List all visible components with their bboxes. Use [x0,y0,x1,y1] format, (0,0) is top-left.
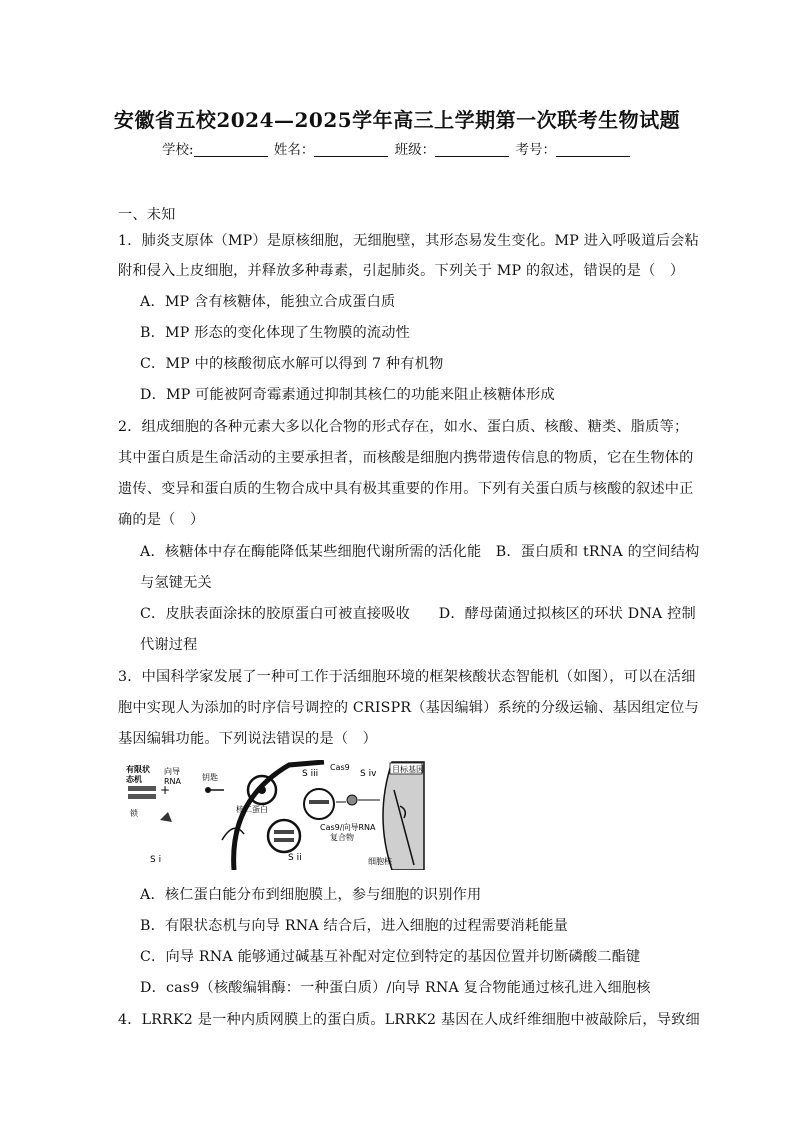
label-guide-rna: 向导 [164,767,180,776]
school-label: 学校: [162,142,194,158]
label-fsm-2: 态机 [126,775,142,784]
q1-stem-line-1: 1．肺炎支原体（MP）是原核细胞，无细胞壁，其形态易发生变化。MP 进入呼吸道后会粘 [118,233,699,249]
state-machine-icon [128,786,156,791]
q3-stem-line-1: 3．中国科学家发展了一种可工作于活细胞环境的框架核酸状态智能机（如图），可以在活细 [118,669,696,685]
q1-option-a: A．MP 含有核糖体，能独立合成蛋白质 [140,294,396,310]
label-s3: S iii [302,769,319,779]
label-complex-2: 复合物 [330,833,354,842]
cas9-icon [347,795,357,805]
label-key: 钥匙 [202,773,218,782]
cell-nucleus-shape [383,762,424,870]
q1-stem-line-2: 附和侵入上皮细胞，并释放多种毒素，引起肺炎。下列关于 MP 的叙述，错误的是（ ） [118,263,685,279]
label-fsm-1: 有限状 [126,765,150,774]
label-s2: S ii [288,853,302,863]
q1-option-b: B．MP 形态的变化体现了生物膜的流动性 [140,325,411,341]
crispr-state-machine-figure [124,760,434,870]
school-blank[interactable] [194,142,268,157]
label-nucleus: 细胞核 [368,857,392,866]
class-blank[interactable] [435,142,509,157]
state-machine-icon-2 [128,794,156,799]
label-rna: RNA [164,777,182,786]
lock-complex-icon [160,812,172,822]
endosome-icon [268,820,300,852]
name-blank[interactable] [314,142,388,157]
q3-stem-line-2: 胞中实现人为添加的时序信号调控的 CRISPR（基因编辑）系统的分级运输、基因组定位与 [118,700,699,716]
label-cas9: Cas9 [330,763,350,772]
q1-option-d: D．MP 可能被阿奇霉素通过抑制其核仁的功能来阻止核糖体形成 [140,387,555,403]
label-s4: S iv [360,769,377,779]
q2-stem-line-1: 2．组成细胞的各种元素大多以化合物的形式存在，如水、蛋白质、核酸、糖类、脂质等； [118,419,689,435]
q3-option-a: A．核仁蛋白能分布到细胞膜上，参与细胞的识别作用 [140,887,482,903]
plus-sign: + [160,783,171,797]
q2-stem-line-2: 其中蛋白质是生命活动的主要承担者，而核酸是细胞内携带遗传信息的物质，它在生物体的 [118,450,694,466]
exam-number-blank[interactable] [556,142,630,157]
label-complex-1: Cas9/向导RNA [320,823,376,832]
exam-number-label: 考号： [515,142,556,158]
q2-options-cd-line-1: C．皮肤表面涂抹的胶原蛋白可被直接吸收 D．酵母菌通过拟核区的环状 DNA 控制 [140,606,696,622]
q1-option-c: C．MP 中的核酸彻底水解可以得到 7 种有机物 [140,356,444,372]
label-nucleolin: 核仁蛋白 [236,805,268,814]
q3-option-b: B．有限状态机与向导 RNA 结合后，进入细胞的过程需要消耗能量 [140,918,569,934]
q2-options-ab-line-2: 与氢键无关 [140,575,212,591]
page-title: 安徽省五校2024—2025学年高三上学期第一次联考生物试题 [113,108,681,132]
label-lock: 锁 [130,809,138,818]
q2-options-ab-line-1: A．核糖体中存在酶能降低某些细胞代谢所需的活化能 B．蛋白质和 tRNA 的空间结构 [140,544,700,560]
name-label: 姓名： [273,142,315,158]
q2-options-cd-line-2: 代谢过程 [140,637,198,653]
q3-option-d: D．cas9（核酸编辑酶：一种蛋白质）/向导 RNA 复合物能通过核孔进入细胞核 [140,980,651,996]
label-s1: S i [150,855,162,865]
q2-stem-line-3: 遗传、变异和蛋白质的生物合成中具有极其重要的作用。下列有关蛋白质与核酸的叙述中正 [118,481,694,497]
label-target-gene: 目标基因 [392,765,424,774]
q2-stem-line-4: 确的是（ ） [118,512,205,528]
student-info-line [0,138,794,158]
q3-option-c: C．向导 RNA 能够通过碱基互补配对定位到特定的基因位置并切断磷酸二酯键 [140,949,641,965]
q3-stem-line-3: 基因编辑功能。下列说法错误的是（ ） [118,731,377,747]
class-label: 班级： [394,142,436,158]
section-heading: 一、未知 [118,207,176,223]
q4-stem-line-1: 4．LRRK2 是一种内质网膜上的蛋白质。LRRK2 基因在人成纤维细胞中被敲除后，导致细 [118,1012,700,1028]
